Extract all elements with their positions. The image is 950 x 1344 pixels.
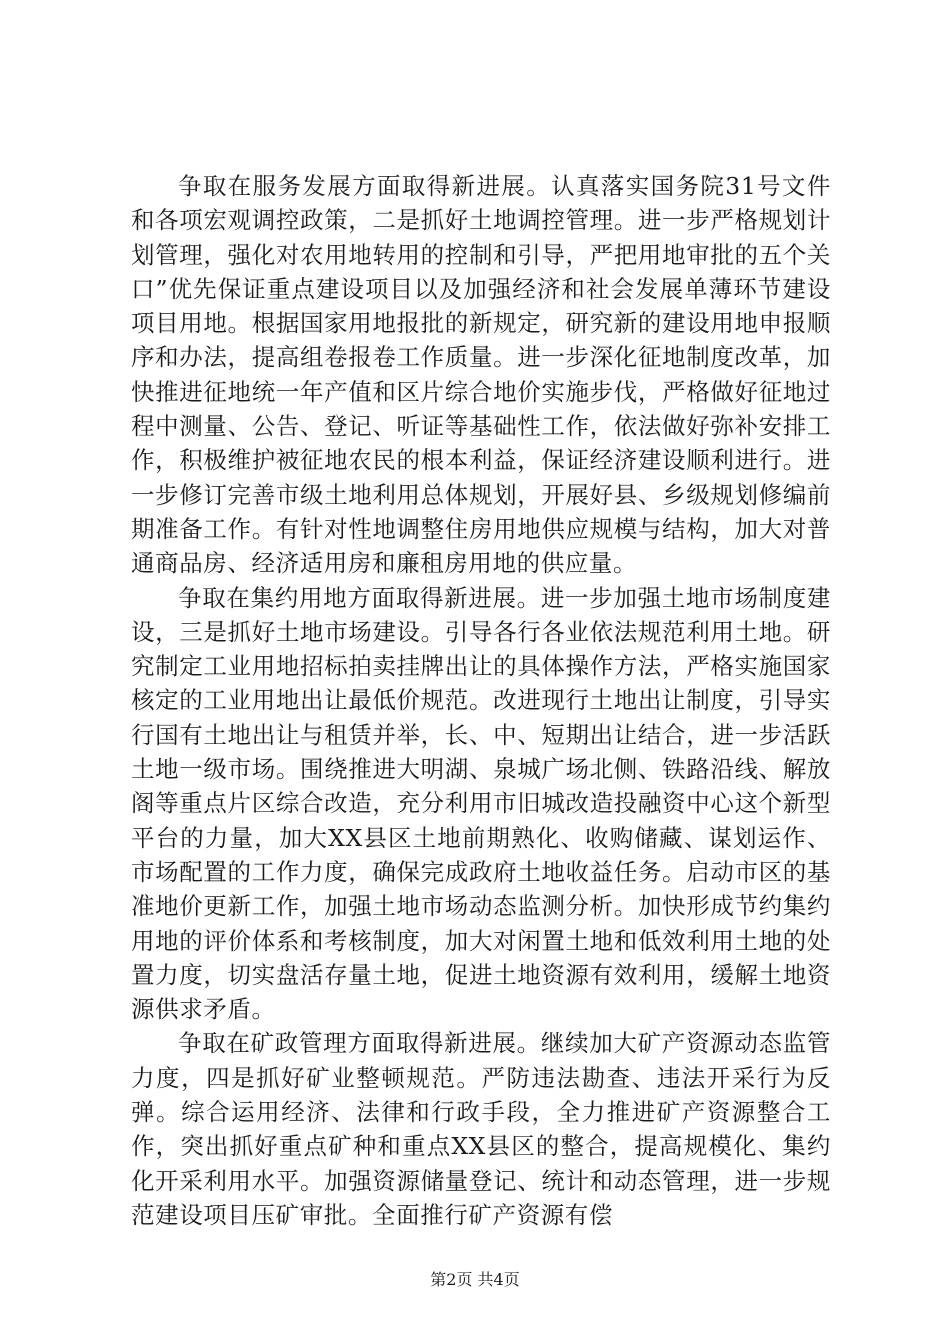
page-total: 共4页 bbox=[477, 1270, 520, 1289]
paragraph-service-development: 争取在服务发展方面取得新进展。认真落实国务院31号文件和各项宏观调控政策，二是抓好土地调控管理。进一步严格规划计划管理，强化对农用地转用的控制和引导，严把用地审批的五个关口”优先保证重点建设项目以及加强经济和社会发展单薄环节建设项目用地。根据国家用地报批的新规定，研究新的建设用地申报顺序和办法，提高组卷报卷工作质量。进一步深化征地制度改革，加快推进征地统一年产值和区片综合地价实施步伐，严格做好征地过程中测量、公告、登记、听证等基础性工作，依法做好弥补安排工作，积极维护被征地农民的根本利益，保证经济建设顺利进行。进一步修订完善市级土地利用总体规划，开展好县、乡级规划修编前期准备工作。有针对性地调整住房用地供应规模与结构，加大对普通商品房、经济适用房和廉租房用地的供应量。 bbox=[131, 172, 831, 578]
paragraph-land-intensive-use: 争取在集约用地方面取得新进展。进一步加强土地市场制度建设，三是抓好土地市场建设。引导各行各业依法规范利用土地。研究制定工业用地招标拍卖挂牌出让的具体操作方法，严格实施国家核定的工业用地出让最低价规范。改进现行土地出让制度，引导实行国有土地出让与租赁并举，长、中、短期出让结合，进一步活跃土地一级市场。围绕推进大明湖、泉城广场北侧、铁路沿线、解放阁等重点片区综合改造，充分利用市旧城改造投融资中心这个新型平台的力量，加大XX县区土地前期熟化、收购储藏、谋划运作、市场配置的工作力度，确保完成政府土地收益任务。启动市区的基准地价更新工作，加强土地市场动态监测分析。加快形成节约集约用地的评价体系和考核制度，加大对闲置土地和低效利用土地的处置力度，切实盘活存量土地，促进土地资源有效利用，缓解土地资源供求矛盾。 bbox=[131, 583, 831, 1024]
document-body bbox=[131, 169, 831, 1232]
paragraph-mining-management: 争取在矿政管理方面取得新进展。继续加大矿产资源动态监管力度，四是抓好矿业整顿规范。严防违法勘查、违法开采行为反弹。综合运用经济、法律和行政手段，全力推进矿产资源整合工作，突出抓好重点矿种和重点XX县区的整合，提高规模化、集约化开采利用水平。加强资源储量登记、统计和动态管理，进一步规范建设项目压矿审批。全面推行矿产资源有偿 bbox=[131, 1029, 831, 1229]
page-footer bbox=[0, 1270, 950, 1290]
page-number: 第2页 bbox=[430, 1270, 473, 1289]
